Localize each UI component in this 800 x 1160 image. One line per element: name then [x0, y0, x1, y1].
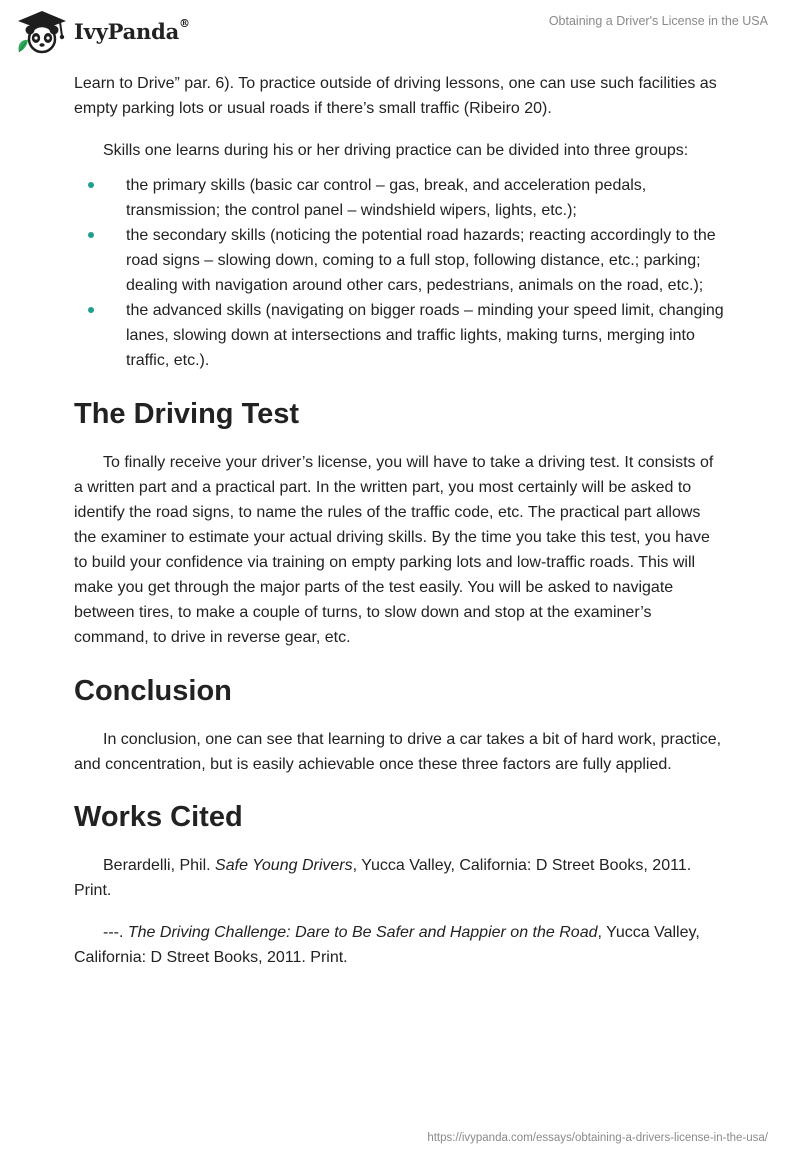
- page-header: [0, 0, 800, 64]
- list-item-text: the advanced skills (navigating on bigger roads – minding your speed limit, changing lanes, slowing down at intersections and traffic lights, making turns, merging into traffic, etc.).: [126, 302, 724, 369]
- bullet-dot: [88, 182, 94, 188]
- bullet-dot: [88, 307, 94, 313]
- list-item-text: the secondary skills (noticing the potential road hazards; reacting accordingly to the road signs – slowing down, coming to a full stop, following distance, etc.; parking; dealing with navigation around other cars, pedestrians, animals on the road, etc.);: [126, 227, 716, 294]
- conclusion-heading: Conclusion: [74, 675, 232, 707]
- brand-name: IvyPanda®: [74, 16, 190, 44]
- list-item: [74, 223, 726, 298]
- list-item: [74, 173, 726, 223]
- bullet-dot: [88, 232, 94, 238]
- skills-list: [74, 173, 726, 373]
- driving-test-heading: The Driving Test: [74, 398, 300, 430]
- citation-entry: ---. The Driving Challenge: Dare to Be Safer and Happier on the Road, Yucca Valley, California: D Street Books, 2011. Print.: [74, 924, 700, 966]
- source-url-link[interactable]: https://ivypanda.com/essays/obtaining-a-drivers-license-in-the-usa/: [427, 1132, 768, 1144]
- citation-entry: Berardelli, Phil. Safe Young Drivers, Yucca Valley, California: D Street Books, 2011. Print.: [74, 857, 692, 899]
- lead-paragraph: Learn to Drive” par. 6). To practice outside of driving lessons, one can use such facilities as empty parking lots or usual roads if there’s small traffic (Ribeiro 20).: [74, 75, 717, 117]
- panda-graduate-icon: [14, 8, 70, 54]
- essay-content: [74, 71, 726, 987]
- skills-intro-paragraph: Skills one learns during his or her driving practice can be divided into three groups:: [103, 142, 689, 159]
- list-item-text: the primary skills (basic car control – gas, break, and acceleration pedals, transmission; the control panel – windshield wipers, lights, etc.);: [126, 177, 647, 219]
- brand-logo[interactable]: [14, 8, 190, 54]
- works-cited-heading: Works Cited: [74, 801, 243, 833]
- citation-title: The Driving Challenge: Dare to Be Safer and Happier on the Road: [127, 924, 598, 941]
- conclusion-paragraph: In conclusion, one can see that learning to drive a car takes a bit of hard work, practice, and concentration, but is easily achievable once these three factors are fully applied.: [74, 731, 722, 773]
- list-item: [74, 298, 726, 373]
- driving-test-paragraph: To finally receive your driver’s license, you will have to take a driving test. It consists of a written part and a practical part. In the written part, you most certainly will be asked to identify the road signs, to name the rules of the traffic code, etc. The practical part allows the examiner to estimate your actual driving skills. By the time you take this test, you have to build your confidence via training on empty parking lots and low-traffic roads. This will make you get through the major parts of the test easily. You will be asked to navigate between tires, to make a couple of turns, to slow down and stop at the examiner’s command, to drive in reverse gear, etc.: [74, 454, 714, 646]
- running-title: Obtaining a Driver's License in the USA: [548, 14, 768, 28]
- citation-title: Safe Young Drivers: [215, 857, 353, 874]
